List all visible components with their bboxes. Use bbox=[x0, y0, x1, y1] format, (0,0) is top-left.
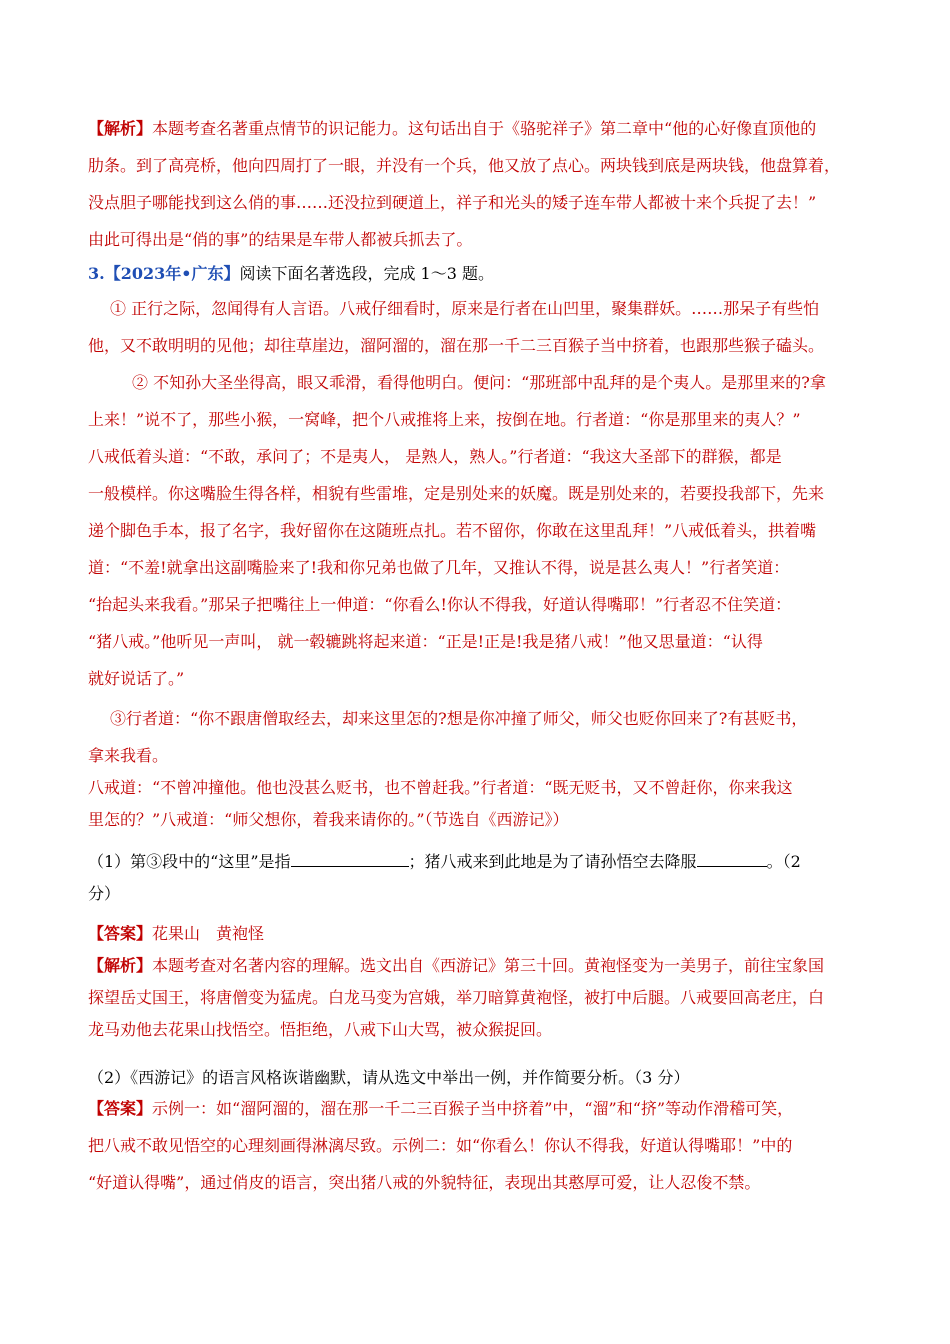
answer-tag: 【答案】 bbox=[88, 924, 153, 943]
answer-block-1 bbox=[88, 918, 866, 950]
analysis-line: 肋条。到了高亮桥，他向四周打了一眼，并没有一个兵，他又放了点心。两块钱到底是两块钱，他盘算着， bbox=[88, 156, 841, 175]
question-3-header bbox=[88, 261, 866, 287]
analysis-block-1 bbox=[88, 110, 866, 258]
question-source: 【2023年•广东】 bbox=[104, 264, 240, 283]
analysis-line: 【解析】本题考查名著重点情节的识记能力。这句话出自于《骆驼祥子》第二章中“他的心好像直顶他的 bbox=[88, 119, 817, 138]
passage-paragraph-4: 八戒道：“不曾冲撞他。他也没甚么贬书，也不曾赶我。”行者道：“既无贬书，又不曾赶你，你来我这 里怎的？”八戒道：“师父想你，着我来请你的。”（节选自《西游记》） bbox=[88, 778, 793, 829]
analysis-line: 由此可得出是“俏的事”的结果是车带人都被兵抓去了。 bbox=[88, 230, 473, 249]
answer-blank[interactable] bbox=[291, 851, 409, 867]
answer-text: 花果山 黄袍怪 bbox=[152, 924, 265, 943]
question-instruction: 阅读下面名著选段，完成 1～3 题。 bbox=[239, 264, 495, 283]
sub-question-1: （1）第③段中的“这里”是指 ；猪八戒来到此地是为了请孙悟空去降服 。（2 分） bbox=[88, 846, 866, 910]
answer-block-2: 【答案】示例一：如“溜阿溜的，溜在那一千二三百猴子当中挤着”中，“溜”和“挤”等动作滑稽可笑， 把八戒不敢见悟空的心理刻画得淋漓尽致。示例二：如“你看么！你认不得我，好道认得嘴耶！”中的 “好道认得嘴”，通过俏皮的语言，突出猪八戒的外貌特征，表现出其憨厚可爱，让人忍俊不禁。 bbox=[88, 1099, 794, 1192]
passage-paragraph-2: ② 不知孙大圣坐得高，眼又乖滑，看得他明白。便问：“那班部中乱拜的是个夷人。是那里来的?拿 上来！”说不了，那些小猴，一窝峰，把个八戒推将上来，按倒在地。行者道：“你是那里来的夷人？” 八戒低着头道：“不敢，承问了；不是夷人， 是熟人，熟人。”行者道：“我这大圣部下的群猴，都是 一般模样。你这嘴脸生得各样，相貌有些雷堆，定是别处来的妖魔。既是别处来的，若要投我部下，先来 递个脚色手本，报了名字，我好留你在这随班点扎。若不留你，你敢在这里乱拜！”八戒低着头，拱着嘴 道：“不羞!就拿出这副嘴脸来了!我和你兄弟也做了几年，又推认不得，说是甚么夷人！”行者笑道： “抬起头来我看。”那呆子把嘴往上一伸道：“你看么!你认不得我，好道认得嘴耶！”行者忍不住笑道： “猪八戒。”他听见一声叫， 就一毂辘跳将起来道：“正是!正是!我是猪八戒！”他又思量道：“认得 就好说话了。” bbox=[88, 373, 826, 688]
passage-paragraph-1: ① 正行之际，忽闻得有人言语。八戒仔细看时，原来是行者在山凹里，聚集群妖。……那呆子有些怕 他，又不敢明明的见他；却往草崖边，溜阿溜的，溜在那一千二三百猴子当中挤着，也跟那些猴子磕头。 bbox=[88, 299, 825, 355]
question-number: 3. bbox=[88, 264, 105, 283]
passage-paragraph-3: ③行者道：“你不跟唐僧取经去，却来这里怎的?想是你冲撞了师父，师父也贬你回来了?有甚贬书， 拿来我看。 bbox=[88, 709, 808, 765]
analysis-tag: 【解析】 bbox=[88, 119, 153, 138]
analysis-tag: 【解析】 bbox=[88, 956, 153, 975]
answer-blank[interactable] bbox=[697, 851, 767, 867]
analysis-block-2: 【解析】本题考查对名著内容的理解。选文出自《西游记》第三十回。黄袍怪变为一美男子，前往宝象国 探望岳丈国王，将唐僧变为猛虎。白龙马变为宫娥，举刀暗算黄袍怪，被打中后腿。八戒要回高老庄，白 龙马劝他去花果山找悟空。悟拒绝，八戒下山大骂，被众猴捉回。 bbox=[88, 956, 825, 1039]
answer-tag: 【答案】 bbox=[88, 1099, 153, 1118]
analysis-line: 没点胆子哪能找到这么俏的事……还没拉到硬道上，祥子和光头的矮子连车带人都被十来个兵捉了去！” bbox=[88, 193, 817, 212]
sub-question-2: （2）《西游记》的语言风格诙谐幽默，请从选文中举出一例，并作简要分析。（3 分） bbox=[88, 1068, 690, 1087]
sub-question-text: （1）第③段中的“这里”是指 ；猪八戒来到此地是为了请孙悟空去降服 。（2 bbox=[88, 852, 801, 871]
